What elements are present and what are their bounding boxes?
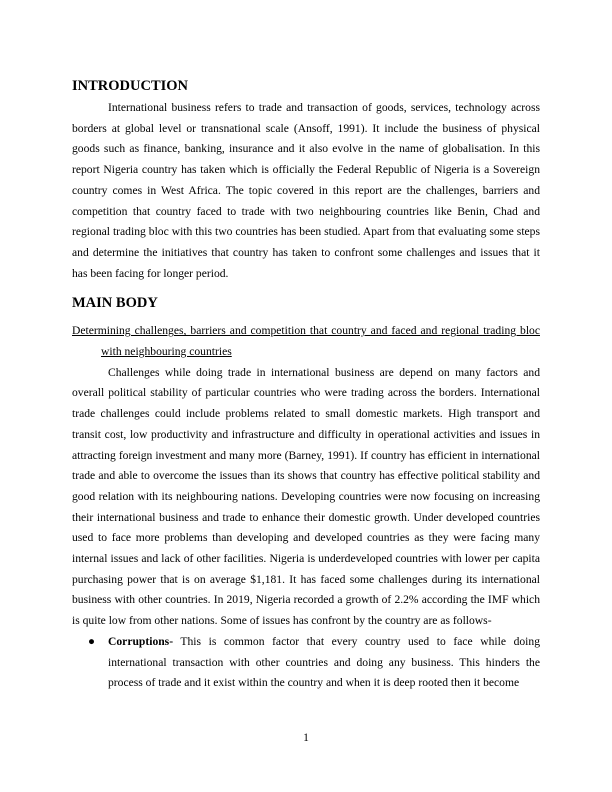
main-body-paragraph: Challenges while doing trade in international business are depend on many factors and overall political stability of particular countries who were trading across the borders. International trade challenges could include problems related to small domestic markets. High transport and transit cost, low productivity and infrastructure and difficulty in operational activities and issues in attracting foreign investment and many more (Barney, 1991). If country has efficient in international trade and able to overcome the issues than its shows that country has effective political stability and good relation with its neighbouring nations. Developing countries were now focusing on increasing their international business and trade to enhance their domestic growth. Under developed countries used to face more problems than developing and developed countries as they were facing many internal issues and lack of other facilities. Nigeria is underdeveloped countries with lower per capita purchasing power that is on average $1,181. It has faced some challenges during its international business with other countries. In 2019, Nigeria recorded a growth of 2.2% according the IMF which is quite low from other nations. Some of issues has confront by the country are as follows-	[72, 365, 540, 628]
page-number: 1	[303, 731, 309, 744]
bullet-text: This is common factor that every country used to face while doing international transaction with other countries and doing any business. This hinders the process of trade and it exist within the country and when it is deep rooted then it become	[108, 634, 540, 690]
introduction-heading: INTRODUCTION	[72, 78, 189, 94]
introduction-paragraph: International business refers to trade and transaction of goods, services, technology across borders at global level or transnational scale (Ansoff, 1991). It include the business of physical goods such as finance, banking, insurance and it also evolve in the name of globalisation. In this report Nigeria country has taken which is officially the Federal Republic of Nigeria is a Sovereign country comes in West Africa. The topic covered in this report are the challenges, barriers and competition that country faced to trade with two neighbouring countries like Benin, Chad and regional trading bloc with this two countries has been studied. Apart from that evaluating some steps and determine the initiatives that country has taken to confront some challenges and issues that it has been facing for longer period.	[72, 101, 540, 280]
section-subheading: Determining challenges, barriers and competition that country and faced and regional trading bloc with neighbouring countries	[72, 324, 540, 359]
list-item	[72, 632, 540, 694]
document-page	[72, 76, 540, 694]
main-body-heading: MAIN BODY	[72, 295, 158, 312]
issues-list	[72, 632, 540, 694]
bullet-term: Corruptions-	[108, 634, 174, 648]
bullet-icon: ●	[88, 634, 96, 648]
